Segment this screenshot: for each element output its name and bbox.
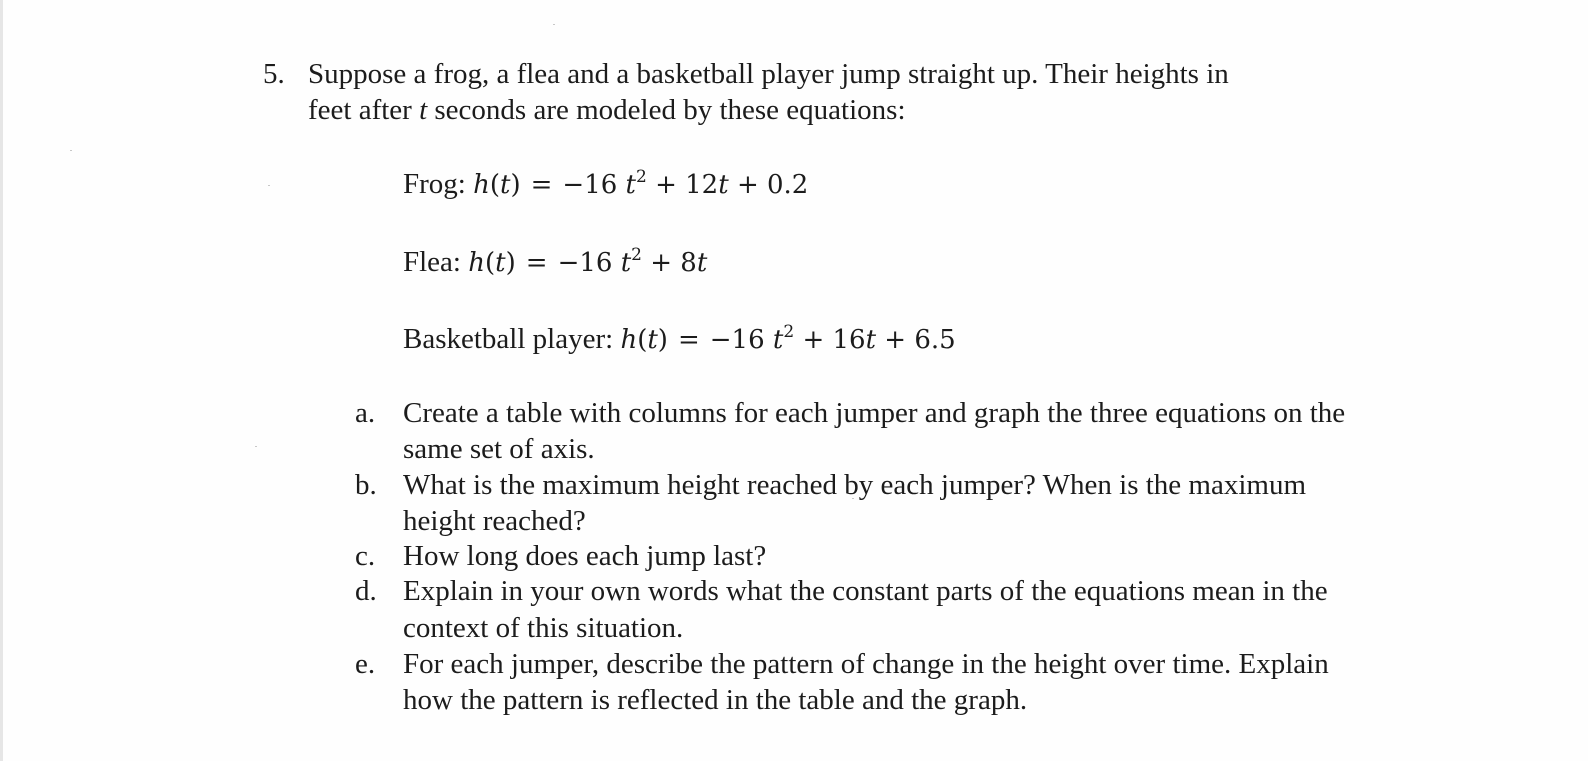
part-c-line-1: How long does each jump last? [403, 540, 767, 572]
part-c-letter: c. [355, 540, 376, 572]
part-a-letter: a. [355, 397, 376, 429]
flea-equation [403, 244, 707, 281]
scan-speck [255, 446, 257, 447]
question-line-1: Suppose a frog, a flea and a basketball player jump straight up. Their heights in [308, 58, 1229, 90]
question-line-2-end: seconds are modeled by these equations: [427, 94, 906, 126]
question-line-2-start: feet after [308, 94, 420, 126]
part-d-line-2: context of this situation. [403, 612, 684, 644]
scan-edge [0, 0, 3, 761]
part-a-line-2: same set of axis. [403, 433, 595, 465]
part-a-line-1: Create a table with columns for each jumper and graph the three equations on the [403, 397, 1346, 429]
equation-label: Flea: [403, 246, 461, 278]
part-d-line-1: Explain in your own words what the constant parts of the equations mean in the [403, 575, 1328, 607]
part-b-letter: b. [355, 469, 377, 501]
part-b-line-1: What is the maximum height reached by each jumper? When is the maximum [403, 469, 1307, 501]
frog-equation [403, 166, 808, 203]
question-number: 5. [263, 58, 285, 90]
part-b-line-2: height reached? [403, 505, 586, 537]
equation-math: h(t) = −16 $t^2 + 16t + 6.5$ [620, 322, 956, 355]
part-e-letter: e. [355, 648, 376, 680]
part-e-line-1: For each jumper, describe the pattern of change in the height over time. Explain [403, 648, 1329, 680]
scan-speck [70, 150, 72, 151]
time-variable: t [419, 94, 428, 126]
scan-speck [553, 24, 555, 25]
equation-math: h(t) = −16 $t^2 + 8t$ [468, 245, 708, 278]
part-d-letter: d. [355, 575, 377, 607]
question-line-2 [308, 92, 906, 128]
equation-math: h(t) = −16 $t^2 + 12t + 0.2$ [473, 167, 809, 200]
equation-label: Frog: [403, 168, 466, 200]
scan-speck [268, 185, 270, 186]
equation-label: Basketball player: [403, 323, 614, 355]
part-e-line-2: how the pattern is reflected in the table and the graph. [403, 684, 1028, 716]
basketball-player-equation [403, 321, 956, 358]
